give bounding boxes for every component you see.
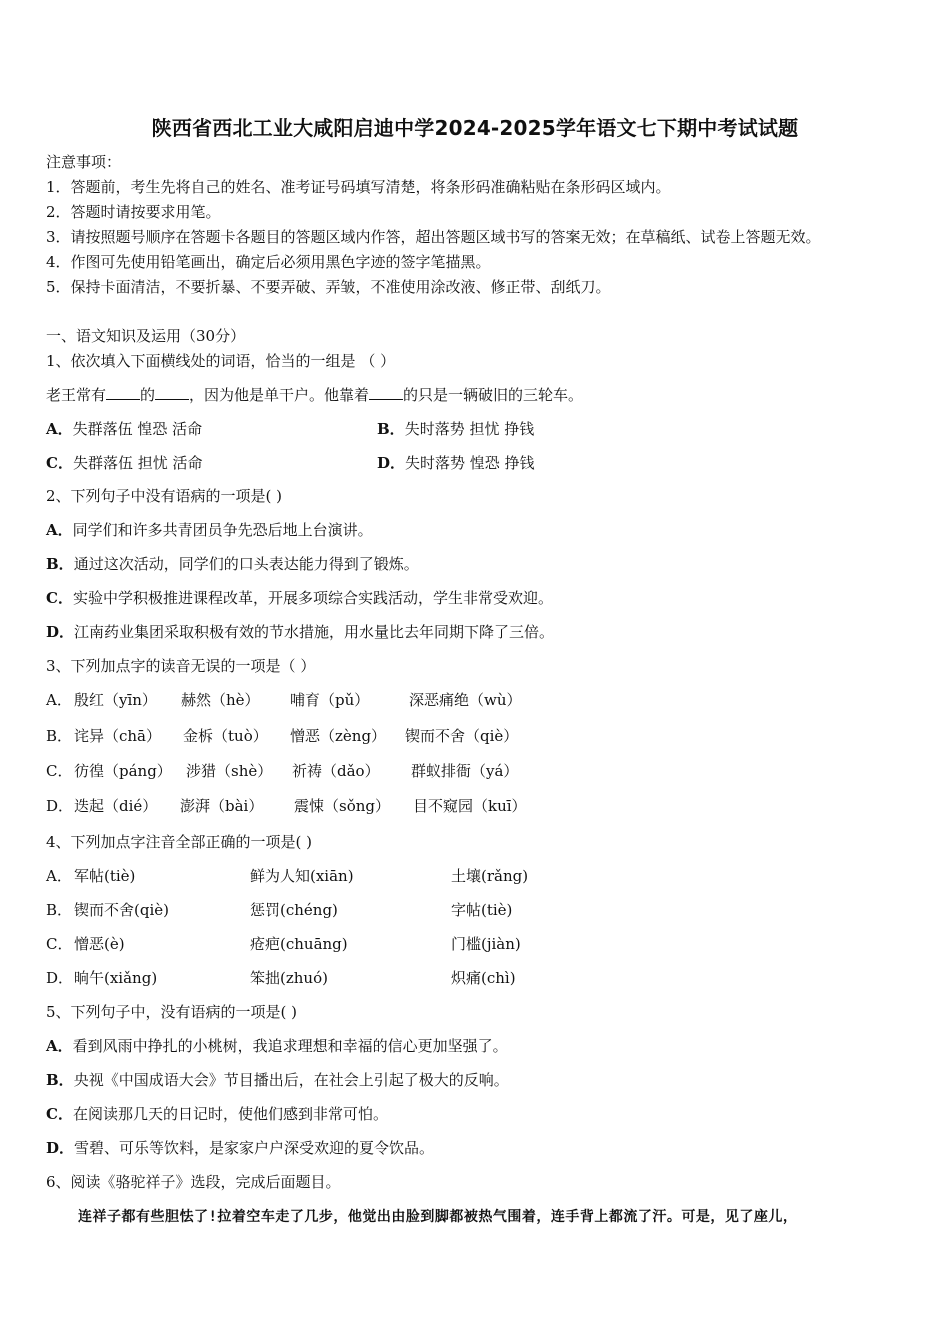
option-cell: 字帖(tiè) [451, 901, 513, 919]
option: D．失时落势 惶恐 挣钱 [377, 454, 535, 472]
option-cell: 门槛(jiàn) [451, 935, 521, 953]
option-cell: 诧异（chā） [74, 727, 162, 745]
option-cell: 土壤(rǎng) [451, 867, 529, 885]
option-label: A． [46, 691, 72, 709]
option: B．失时落势 担忧 挣钱 [377, 420, 535, 438]
blank-line [106, 385, 140, 400]
notice-item: 1．答题前，考生先将自己的姓名、准考证号码填写清楚，将条形码准确粘贴在条形码区域内。 [46, 178, 671, 196]
sentence-part: ，因为他是单干户。他靠着 [189, 386, 370, 404]
option-cell: 憎恶（zèng） [290, 727, 387, 745]
question-stem: 3、下列加点字的读音无误的一项是（ ） [46, 657, 316, 675]
option-cell: 疮疤(chuāng) [250, 935, 348, 953]
sentence-part: 老王常有 [46, 386, 107, 404]
option-cell: 震悚（sǒng） [294, 797, 390, 815]
blank-line [155, 385, 189, 400]
option: A．失群落伍 惶恐 活命 [46, 420, 203, 438]
option-cell: 金柝（tuò） [183, 727, 268, 745]
option: D．雪碧、可乐等饮料，是家家户户深受欢迎的夏令饮品。 [46, 1139, 435, 1157]
reading-passage: 连祥子都有些胆怯了!拉着空车走了几步，他觉出由脸到脚都被热气围着，连手背上都流了汗。可是，见了座儿， [78, 1209, 798, 1225]
option-cell: 憎恶(è) [74, 935, 125, 953]
option: A．同学们和许多共青团员争先恐后地上台演讲。 [46, 521, 373, 539]
option-label: D． [46, 797, 74, 815]
option-cell: 哺育（pǔ） [290, 691, 370, 709]
option-cell: 赫然（hè） [181, 691, 260, 709]
option-label: A． [46, 867, 72, 885]
option: C．在阅读那几天的日记时，使他们感到非常可怕。 [46, 1105, 388, 1123]
option-cell: 涉猎（shè） [186, 762, 273, 780]
blank-line [369, 385, 403, 400]
sentence-part: 的 [140, 386, 156, 404]
page-title: 陕西省西北工业大咸阳启迪中学2024-2025学年语文七下期中考试试题 [151, 116, 799, 140]
option-cell: 鲜为人知(xiān) [250, 867, 354, 885]
notice-item: 3．请按照题号顺序在答题卡各题目的答题区域内作答，超出答题区域书写的答案无效；在草稿纸、试卷上答题无效。 [46, 228, 821, 246]
option-cell: 迭起（dié） [74, 797, 158, 815]
option-cell: 群蚁排衙（yá） [411, 762, 519, 780]
option-label: B． [46, 901, 73, 919]
question-stem: 5、下列句子中，没有语病的一项是( ) [46, 1003, 298, 1021]
option-label: D． [46, 969, 74, 987]
notice-item: 4．作图可先使用铅笔画出，确定后必须用黑色字迹的签字笔描黑。 [46, 253, 491, 271]
question-stem: 2、下列句子中没有语病的一项是( ) [46, 487, 283, 505]
option-cell: 军帖(tiè) [74, 867, 136, 885]
option-cell: 惩罚(chéng) [250, 901, 338, 919]
sentence-part: 的只是一辆破旧的三轮车。 [403, 386, 584, 404]
option-cell: 锲而不舍(qiè) [74, 901, 169, 919]
option-cell: 锲而不舍（qiè） [405, 727, 519, 745]
option: A．看到风雨中挣扎的小桃树，我追求理想和幸福的信心更加坚强了。 [46, 1037, 508, 1055]
option-cell: 澎湃（bài） [180, 797, 264, 815]
question-stem: 6、阅读《骆驼祥子》选段，完成后面题目。 [46, 1173, 341, 1191]
option-cell: 彷徨（páng） [74, 762, 172, 780]
option-cell: 炽痛(chì) [451, 969, 516, 987]
option: C．失群落伍 担忧 活命 [46, 454, 203, 472]
notice-item: 5．保持卡面清洁，不要折暴、不要弄破、弄皱，不准使用涂改液、修正带、刮纸刀。 [46, 278, 611, 296]
question-stem: 1、依次填入下面横线处的词语，恰当的一组是 （ ） [46, 352, 396, 370]
option-cell: 祈祷（dǎo） [292, 762, 380, 780]
option: B．通过这次活动，同学们的口头表达能力得到了锻炼。 [46, 555, 419, 573]
option: B．央视《中国成语大会》节目播出后，在社会上引起了极大的反响。 [46, 1071, 509, 1089]
option-label: C． [46, 935, 73, 953]
option-cell: 深恶痛绝（wù） [409, 691, 522, 709]
notice-heading: 注意事项： [46, 153, 122, 171]
option-cell: 目不窥园（kuī） [413, 797, 527, 815]
option-label: C． [46, 762, 73, 780]
option-cell: 晌午(xiǎng) [74, 969, 158, 987]
fill-blank-sentence [46, 385, 583, 405]
option: D．江南药业集团采取积极有效的节水措施，用水量比去年同期下降了三倍。 [46, 623, 555, 641]
option-cell: 殷红（yīn） [74, 691, 157, 709]
option-cell: 笨拙(zhuó) [250, 969, 328, 987]
option: C．实验中学积极推进课程改革，开展多项综合实践活动，学生非常受欢迎。 [46, 589, 553, 607]
option-label: B． [46, 727, 73, 745]
question-stem: 4、下列加点字注音全部正确的一项是( ) [46, 833, 313, 851]
notice-item: 2．答题时请按要求用笔。 [46, 203, 221, 221]
section-heading: 一、语文知识及运用（30分） [46, 327, 246, 345]
